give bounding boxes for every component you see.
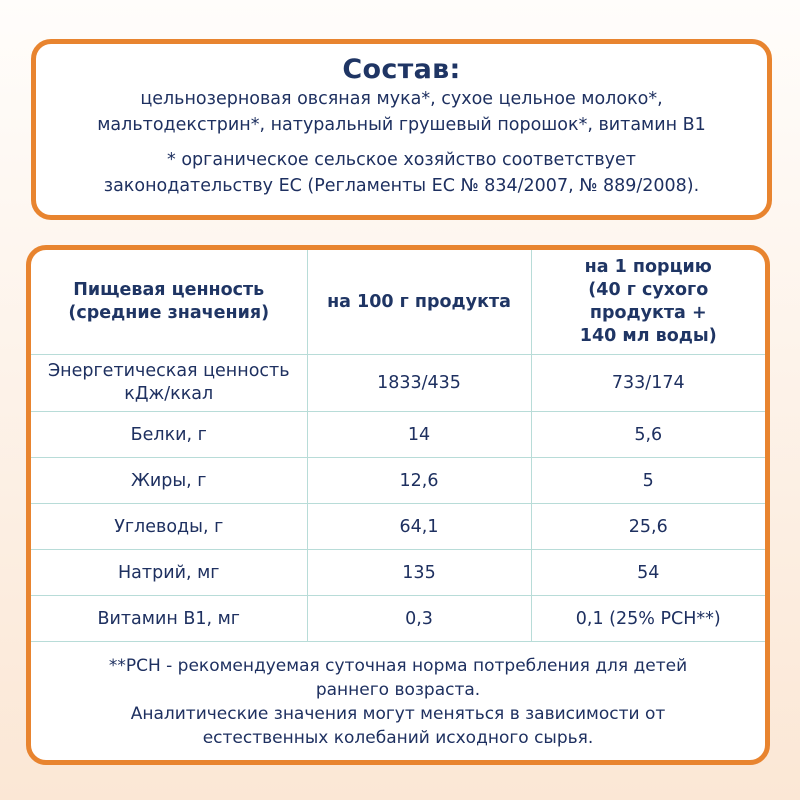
value-per-100g: 64,1 — [307, 504, 531, 550]
value-per-100g: 12,6 — [307, 458, 531, 504]
value-per-serving: 5 — [531, 458, 765, 504]
header-per-100g: на 100 г продукта — [307, 250, 531, 355]
value-per-100g: 14 — [307, 412, 531, 458]
footnote-line: Аналитические значения могут меняться в зависимости от — [130, 704, 666, 724]
nutrition-table — [31, 250, 765, 642]
nutrition-box — [26, 245, 770, 765]
row-label: Белки, г — [31, 412, 307, 458]
organic-note-line: законодательству ЕС (Регламенты ЕС № 834/2007, № 889/2008). — [103, 176, 700, 196]
table-row — [31, 412, 765, 458]
table-row — [31, 596, 765, 642]
table-footnote — [31, 642, 765, 750]
row-label: Углеводы, г — [31, 504, 307, 550]
value-per-serving: 733/174 — [531, 355, 765, 412]
table-row — [31, 550, 765, 596]
row-label: Натрий, мг — [31, 550, 307, 596]
value-per-serving: 54 — [531, 550, 765, 596]
composition-box — [31, 39, 772, 220]
composition-title: Состав: — [342, 54, 461, 85]
value-per-100g: 1833/435 — [307, 355, 531, 412]
table-row — [31, 504, 765, 550]
table-row — [31, 355, 765, 412]
ingredients-line: цельнозерновая овсяная мука*, сухое цельное молоко*, — [140, 89, 663, 109]
footnote-line: **РСН - рекомендуемая суточная норма потребления для детей — [108, 656, 688, 676]
value-per-100g: 0,3 — [307, 596, 531, 642]
value-per-serving: 5,6 — [531, 412, 765, 458]
footnote-line: естественных колебаний исходного сырья. — [202, 728, 594, 748]
header-per-serving: на 1 порцию (40 г сухого продукта + 140 мл воды) — [531, 250, 765, 355]
row-label: Жиры, г — [31, 458, 307, 504]
value-per-100g: 135 — [307, 550, 531, 596]
row-label: Энергетическая ценность кДж/ккал — [31, 355, 307, 412]
header-nutrition-value: Пищевая ценность (средние значения) — [31, 250, 307, 355]
table-row — [31, 458, 765, 504]
footnote-line: раннего возраста. — [315, 680, 481, 700]
ingredients-line: мальтодекстрин*, натуральный грушевый порошок*, витамин В1 — [97, 115, 706, 135]
value-per-serving: 25,6 — [531, 504, 765, 550]
value-per-serving: 0,1 (25% РСН**) — [531, 596, 765, 642]
organic-note — [36, 147, 767, 199]
table-header-row — [31, 250, 765, 355]
composition-ingredients — [36, 86, 767, 138]
organic-note-line: * органическое сельское хозяйство соответствует — [167, 150, 636, 170]
row-label: Витамин В1, мг — [31, 596, 307, 642]
